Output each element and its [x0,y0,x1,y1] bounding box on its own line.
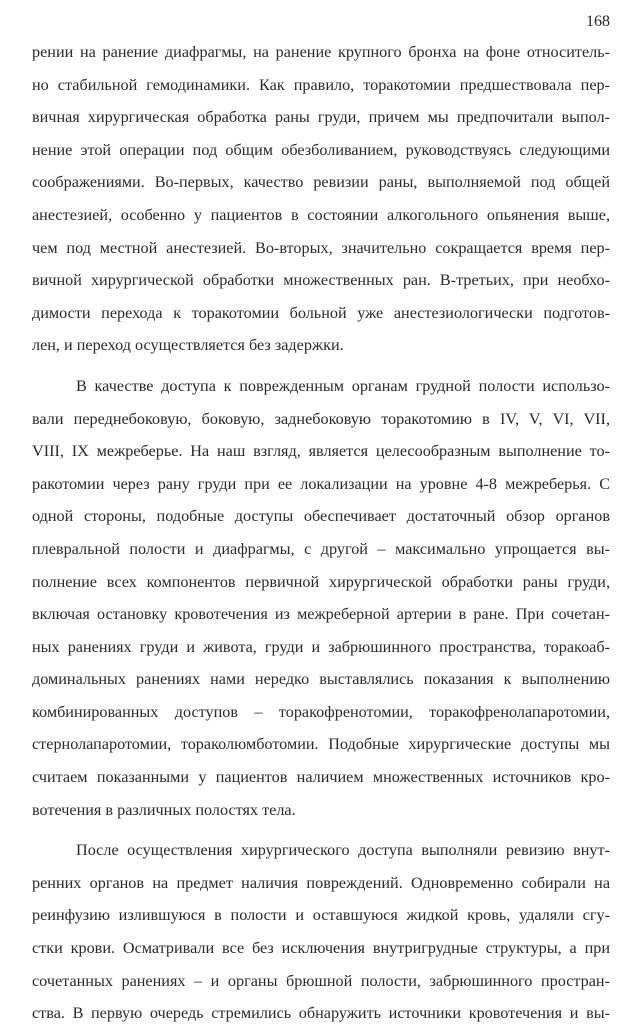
text-line: нение этой операции под общим обезболиванием, руководствуясь следующими [32,140,610,159]
text-line: димости перехода к торакотомии больной уже анестезиологически подготов- [32,303,610,322]
text-line: ренних органов на предмет наличия повреждений. Одновременно собирали на [32,873,610,892]
text-line: вичная хирургическая обработка раны груди, причем мы предпочитали выпол- [32,108,610,127]
text-line: ства. В первую очередь стремились обнаружить источники кровотечения и вы- [32,1004,610,1023]
text-line: плевральной полости и диафрагмы, с другой – максимально упрощается вы- [32,539,610,558]
text-line: соображениями. Во-первых, качество ревизии раны, выполняемой под общей [32,173,610,192]
text-line: но стабильной гемодинамики. Как правило, торакотомии предшествовала пер- [32,75,610,94]
body-text [32,36,610,1030]
text-line: вичной хирургической обработки множественных ран. В-третьих, при необхо- [32,271,610,290]
page-number: 168 [586,13,610,30]
text-line: комбинированных доступов – торакофренотомии, торакофренолапаротомии, [32,702,610,721]
text-line: полнение всех компонентов первичной хирургической обработки раны груди, [32,572,610,591]
paragraph [32,834,610,1030]
text-line: ных ранениях груди и живота, груди и забрюшинного пространства, торакоаб- [32,637,610,656]
text-line: рении на ранение диафрагмы, на ранение крупного бронха на фоне относитель- [32,43,610,61]
text-line: одной стороны, подобные доступы обеспечивает достаточный обзор органов [32,507,610,526]
paragraph-spacer [32,362,610,370]
text-line: В качестве доступа к поврежденным органам грудной полости использо- [76,376,610,395]
text-line: реинфузию излившуюся в полости и оставшуюся жидкой кровь, удаляли сгу- [32,906,610,925]
text-line: включая остановку кровотечения из межреберной артерии в ране. При сочетан- [32,605,610,624]
paragraph [32,36,610,362]
text-line: VIII, IX межреберье. На наш взгляд, является целесообразным выполнение то- [32,442,610,461]
text-line: стернолапаротомии, тораколюмботомии. Подобные хирургические доступы мы [32,735,610,754]
text-line: После осуществления хирургического доступа выполняли ревизию внут- [76,841,610,860]
text-line: вали переднебоковую, боковую, заднебоковую торакотомию в IV, V, VI, VII, [32,409,610,428]
text-line: вотечения в различных полостях тела. [32,800,296,819]
paragraph [32,370,610,826]
text-line: сочетанных ранениях – и органы брюшной полости, забрюшинного простран- [32,971,610,990]
text-line: ракотомии через рану груди при ее локализации на уровне 4-8 межреберья. С [32,474,610,493]
text-line: анестезией, особенно у пациентов в состоянии алкогольного опьянения выше, [32,205,610,224]
text-line: стки крови. Осматривали все без исключения внутригрудные структуры, а при [32,939,610,958]
text-line: доминальных ранениях нами нередко выставлялись показания к выполнению [32,670,610,689]
paragraph-spacer [32,826,610,834]
text-line: считаем показанными у пациентов наличием множественных источников кро- [32,768,610,787]
text-line: чем под местной анестезией. Во-вторых, значительно сокращается время пер- [32,238,610,257]
text-line: лен, и переход осуществляется без задержки. [32,336,344,355]
